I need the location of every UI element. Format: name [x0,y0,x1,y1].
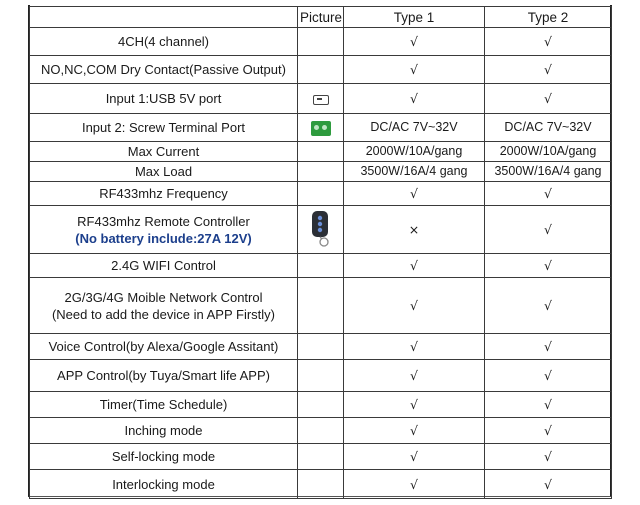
feature-label-note: (Need to add the device in APP Firstly) [51,306,276,322]
header-type1: Type 1 [344,7,485,28]
table-row [30,114,612,142]
type2-cell: √ [485,360,612,392]
type2-cell: √ [485,182,612,206]
header-feature [30,7,298,28]
type2-cell: DC/AC 7V~32V [485,114,612,142]
type1-cell: √ [344,418,485,444]
feature-cell [30,278,298,334]
remote-controller-icon [308,209,334,251]
feature-cell [30,206,298,254]
header-type2: Type 2 [485,7,612,28]
feature-cell: Max Current [30,142,298,162]
battery-note: (No battery include:27A 12V) [75,230,252,246]
picture-cell [298,114,344,142]
feature-cell: Interlocking mode [30,470,298,499]
picture-cell [298,360,344,392]
picture-cell [298,162,344,182]
table-row [30,360,612,392]
header-row [30,7,612,28]
type1-cell: √ [344,444,485,470]
table-row [30,182,612,206]
table-row [30,56,612,84]
type1-cell: 3500W/16A/4 gang [344,162,485,182]
table-row [30,392,612,418]
picture-cell [298,84,344,114]
type2-cell: √ [485,28,612,56]
feature-cell: 2.4G WIFI Control [30,254,298,278]
type1-cell: √ [344,254,485,278]
picture-cell [298,278,344,334]
table-row [30,142,612,162]
table-row [30,162,612,182]
comparison-table [29,6,612,499]
usb-port-icon [313,95,329,105]
feature-cell: NO,NC,COM Dry Contact(Passive Output) [30,56,298,84]
feature-cell: RF433mhz Frequency [30,182,298,206]
picture-cell [298,254,344,278]
type2-cell: 2000W/10A/gang [485,142,612,162]
type1-cell: √ [344,278,485,334]
picture-cell [298,444,344,470]
type1-cell: √ [344,182,485,206]
picture-cell [298,142,344,162]
picture-cell [298,418,344,444]
feature-cell: Inching mode [30,418,298,444]
picture-cell [298,392,344,418]
table-row [30,254,612,278]
type2-cell: √ [485,392,612,418]
header-picture: Picture [298,7,344,28]
feature-label: RF433mhz Remote Controller [77,213,250,229]
table-row [30,206,612,254]
type2-cell: √ [485,254,612,278]
type1-cell: √ [344,56,485,84]
type1-cell: √ [344,84,485,114]
feature-cell: Timer(Time Schedule) [30,392,298,418]
screw-terminal-icon [311,121,331,136]
table-row [30,334,612,360]
table-row [30,84,612,114]
type1-cell: DC/AC 7V~32V [344,114,485,142]
type2-cell: √ [485,470,612,499]
feature-label: 2G/3G/4G Moible Network Control [64,289,263,305]
feature-cell: APP Control(by Tuya/Smart life APP) [30,360,298,392]
type1-cell: √ [344,360,485,392]
picture-cell [298,182,344,206]
feature-cell: Voice Control(by Alexa/Google Assitant) [30,334,298,360]
type2-cell: √ [485,56,612,84]
type1-cell: √ [344,392,485,418]
type2-cell: 3500W/16A/4 gang [485,162,612,182]
table-row [30,28,612,56]
table-row [30,418,612,444]
table-row [30,470,612,499]
type1-cell: × [344,206,485,254]
type1-cell: √ [344,334,485,360]
table-row [30,278,612,334]
feature-cell: Input 2: Screw Terminal Port [30,114,298,142]
picture-cell [298,28,344,56]
picture-cell [298,470,344,499]
feature-cell: 4CH(4 channel) [30,28,298,56]
type2-cell: √ [485,334,612,360]
picture-cell [298,206,344,254]
picture-cell [298,56,344,84]
picture-cell [298,334,344,360]
feature-cell: Max Load [30,162,298,182]
type2-cell: √ [485,206,612,254]
type2-cell: √ [485,84,612,114]
feature-cell: Input 1:USB 5V port [30,84,298,114]
type2-cell: √ [485,278,612,334]
table-row [30,444,612,470]
type2-cell: √ [485,444,612,470]
type1-cell: √ [344,470,485,499]
type1-cell: √ [344,28,485,56]
feature-cell: Self-locking mode [30,444,298,470]
type2-cell: √ [485,418,612,444]
type1-cell: 2000W/10A/gang [344,142,485,162]
